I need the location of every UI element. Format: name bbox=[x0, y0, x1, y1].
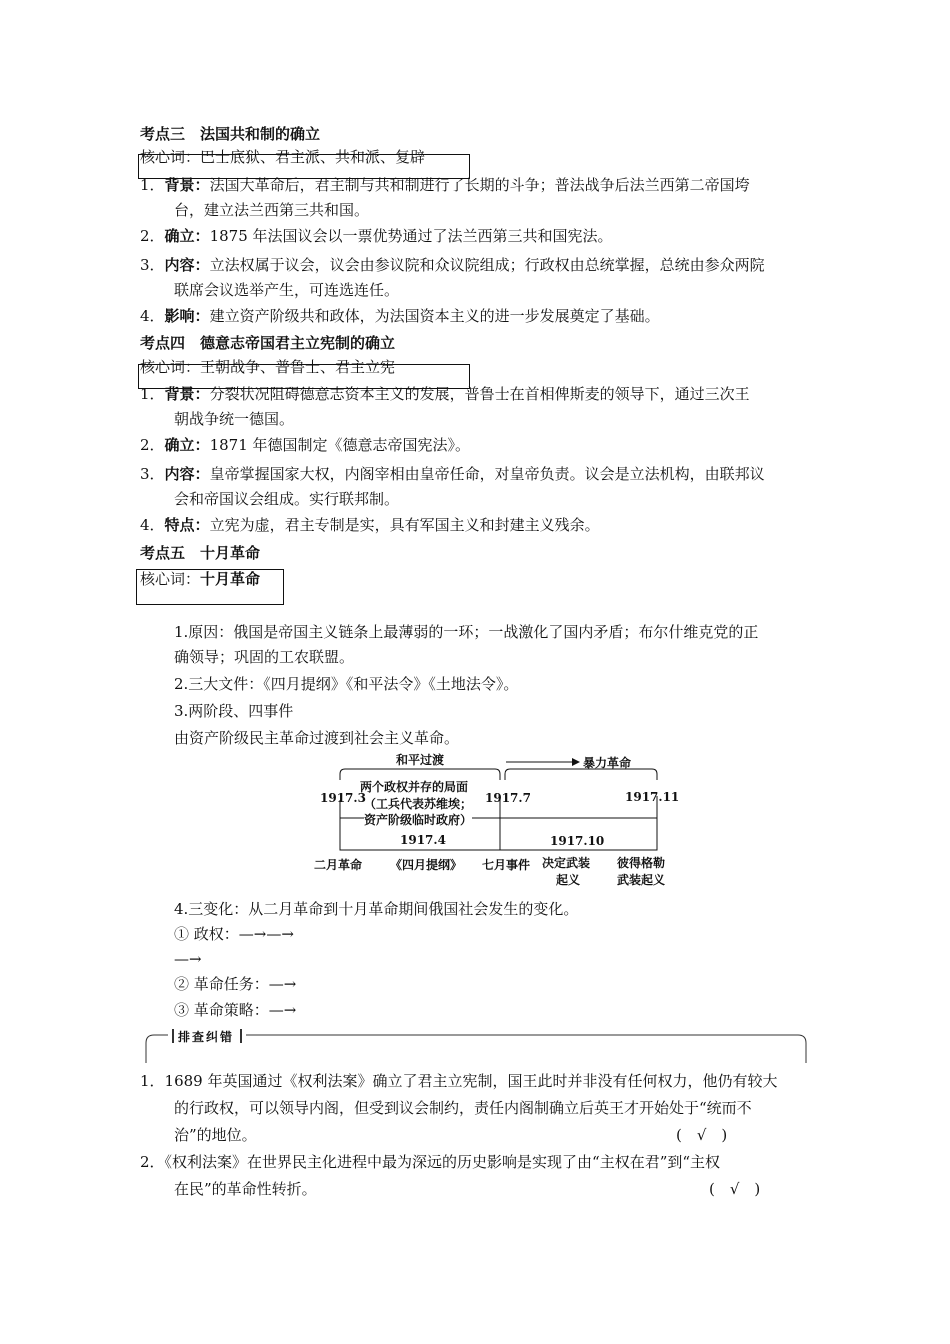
date-1917-7: 1917.7 bbox=[485, 791, 531, 805]
change-strategy: ③ 革命策略：—→ bbox=[174, 1001, 297, 1019]
change-regime-cont: —→ bbox=[174, 950, 202, 968]
arrow-head bbox=[572, 758, 580, 766]
s3-item-1-cont: 台，建立法兰西第三共和国。 bbox=[174, 201, 370, 219]
check-q1-cont-2: 治”的地位。 bbox=[174, 1126, 257, 1144]
s4-item-2: 2．确立：1871 年德国制定《德意志帝国宪法》。 bbox=[140, 436, 471, 454]
core-words-box bbox=[136, 569, 284, 605]
event-july: 七月事件 bbox=[482, 858, 531, 872]
event-decide-uprising-l2: 起义 bbox=[556, 873, 581, 887]
date-1917-3: 1917.3 bbox=[320, 791, 366, 805]
section-4-core-words: 核心词：王朝战争、普鲁士、君主立宪 bbox=[140, 358, 396, 376]
label-peaceful: 和平过渡 bbox=[396, 753, 445, 767]
check-q1-cont-1: 的行政权，可以领导内阁，但受到议会制约，责任内阁制确立后英王才开始处于“统而不 bbox=[174, 1099, 752, 1117]
event-april-theses: 《四月提纲》 bbox=[390, 858, 463, 872]
change-task: ② 革命任务：—→ bbox=[174, 975, 297, 993]
date-1917-4: 1917.4 bbox=[400, 833, 446, 847]
section-5-core-words: 核心词：十月革命 bbox=[140, 570, 261, 588]
date-1917-11: 1917.11 bbox=[625, 790, 680, 804]
s3-item-1: 1．背景：法国大革命后，君主制与共和制进行了长期的斗争；普法战争后法兰西第二帝国垮 bbox=[140, 176, 750, 194]
event-petrograd-l2: 武装起义 bbox=[617, 873, 666, 887]
dual-power-l1: 两个政权并存的局面 bbox=[360, 780, 469, 794]
label-violent: 暴力革命 bbox=[583, 756, 632, 770]
check-q1-answer: ( √ ) bbox=[676, 1126, 728, 1144]
s4-item-3: 3．内容：皇帝掌握国家大权，内阁宰相由皇帝任命，对皇帝负责。议会是立法机构，由联邦议 bbox=[140, 465, 765, 483]
check-q2-cont: 在民”的革命性转折。 bbox=[174, 1180, 317, 1198]
section-5-heading: 考点五 十月革命 bbox=[140, 544, 261, 562]
s5-para-1: 1.原因：俄国是帝国主义链条上最薄弱的一环；一战激化了国内矛盾；布尔什维克党的正 bbox=[174, 623, 759, 641]
event-decide-uprising-l1: 决定武装 bbox=[542, 856, 591, 870]
date-1917-10: 1917.10 bbox=[550, 834, 605, 848]
s3-item-3: 3．内容：立法权属于议会，议会由参议院和众议院组成；行政权由总统掌握，总统由参众两院 bbox=[140, 256, 765, 274]
s4-item-3-cont: 会和帝国议会组成。实行联邦制。 bbox=[174, 490, 400, 508]
october-revolution-diagram bbox=[300, 750, 680, 890]
event-february: 二月革命 bbox=[314, 858, 363, 872]
s3-item-3-cont: 联席会议选举产生，可连选连任。 bbox=[174, 281, 400, 299]
check-q2-answer: ( √ ) bbox=[709, 1180, 761, 1198]
dual-power-l3: 资产阶级临时政府） bbox=[364, 813, 473, 827]
change-regime: ① 政权：—→—→ bbox=[174, 925, 294, 943]
s5-para-5: 4.三变化：从二月革命到十月革命期间俄国社会发生的变化。 bbox=[174, 900, 579, 918]
dual-power-l2: （工兵代表苏维埃； bbox=[364, 797, 473, 811]
brace-violent bbox=[505, 769, 657, 780]
s4-item-1-cont: 朝战争统一德国。 bbox=[174, 410, 295, 428]
section-3-core-words: 核心词：巴士底狱、君主派、共和派、复辟 bbox=[140, 148, 426, 166]
section-4-heading: 考点四 德意志帝国君主立宪制的确立 bbox=[140, 334, 396, 352]
event-petrograd-l1: 彼得格勒 bbox=[617, 856, 666, 870]
s3-item-2: 2．确立：1875 年法国议会以一票优势通过了法兰西第三共和国宪法。 bbox=[140, 227, 613, 245]
check-section-title: 排查纠错 bbox=[178, 1030, 235, 1044]
section-3-heading: 考点三 法国共和制的确立 bbox=[140, 125, 321, 143]
s4-item-4: 4．特点：立宪为虚，君主专制是实，具有军国主义和封建主义残余。 bbox=[140, 516, 600, 534]
s5-para-1-cont: 确领导；巩固的工农联盟。 bbox=[174, 648, 355, 666]
s5-para-2: 2.三大文件：《四月提纲》《和平法令》《土地法令》。 bbox=[174, 675, 519, 693]
s3-item-4: 4．影响：建立资产阶级共和政体，为法国资本主义的进一步发展奠定了基础。 bbox=[140, 307, 660, 325]
check-q1: 1．1689 年英国通过《权利法案》确立了君主立宪制，国王此时并非没有任何权力，他仍有较大 bbox=[140, 1072, 778, 1090]
s5-para-3: 3.两阶段、四事件 bbox=[174, 702, 294, 720]
check-section-frame bbox=[138, 1025, 810, 1065]
check-q2: 2．《权利法案》在世界民主化进程中最为深远的历史影响是实现了由“主权在君”到“主权 bbox=[140, 1153, 721, 1171]
s4-item-1: 1．背景：分裂状况阻碍德意志资本主义的发展，普鲁士在首相俾斯麦的领导下，通过三次王 bbox=[140, 385, 750, 403]
s5-para-4: 由资产阶级民主革命过渡到社会主义革命。 bbox=[174, 729, 460, 747]
